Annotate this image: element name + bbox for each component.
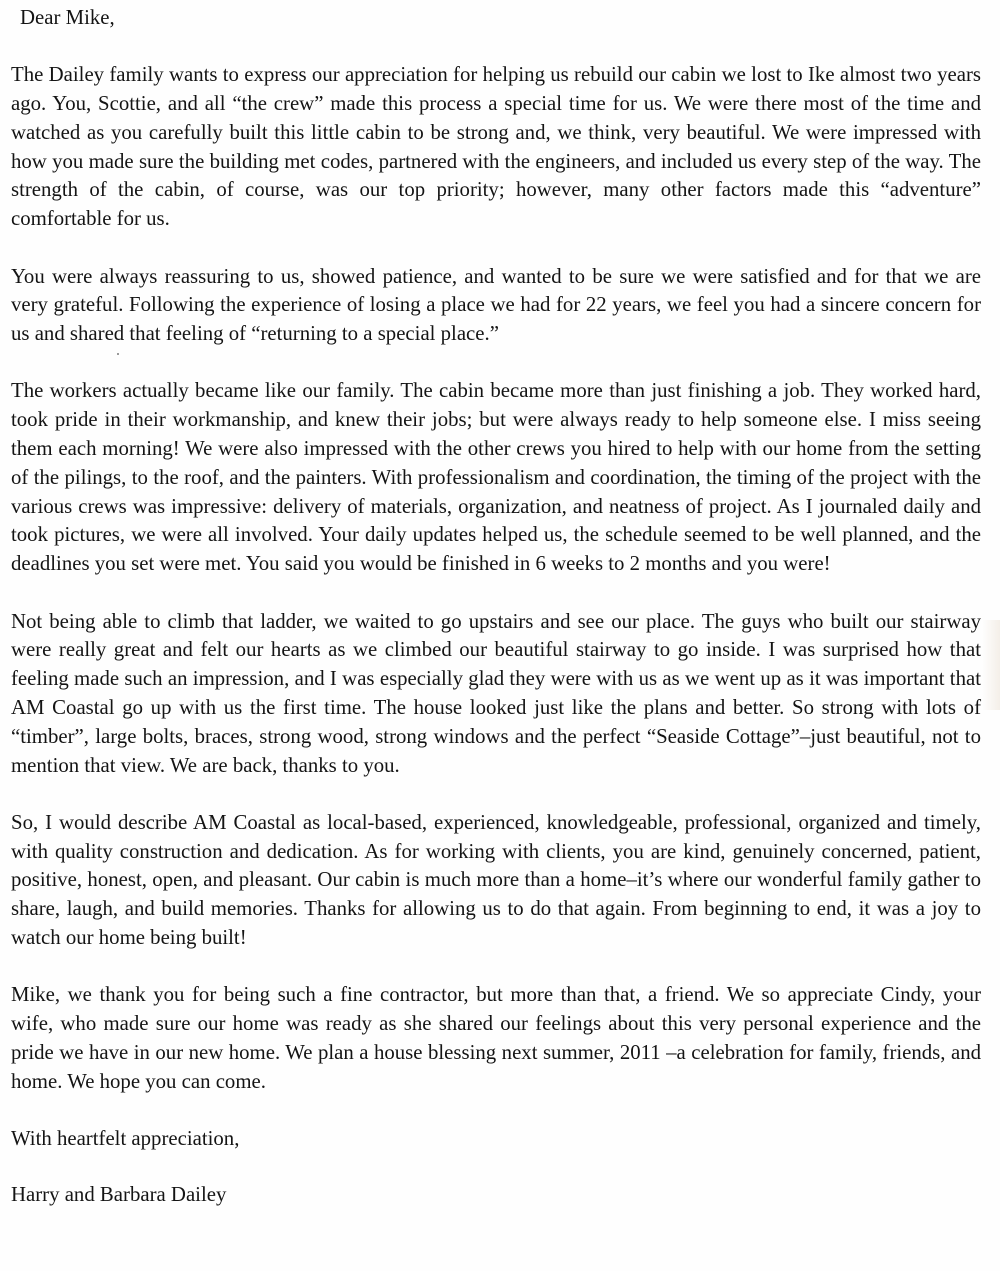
paragraph-workers: The workers actually became like our family. The cabin became more than just finishing a job. They worked hard, took pride in their workmanship, and knew their jobs; but were always ready to help someone else. I miss seeing them each morning! We were also impressed with the other crews you hired to help with our home from the setting of the pilings, to the roof, and the painters. With professionalism and coordination, the timing of the project with the various crews was impressive: delivery of materials, organization, and neatness of project. As I journaled daily and took pictures, we were all involved. Your daily updates helped us, the schedule seemed to be well planned, and the deadlines you set were met. You said you would be finished in 6 weeks to 2 months and you were!: [11, 379, 981, 576]
paragraph-appreciation: The Dailey family wants to express our appreciation for helping us rebuild our cabin we lost to Ike almost two years ago. You, Scottie, and all “the crew” made this process a special time for us. We were there most of the time and watched as you carefully built this little cabin to be strong and, we think, very beautiful. We were impressed with how you made sure the building met codes, partnered with the engineers, and included us every step of the way. The strength of the cabin, of course, was our top priority; however, many other factors made this “adventure” comfortable for us.: [11, 63, 981, 231]
paragraph-stairway: Not being able to climb that ladder, we waited to go upstairs and see our place. The guys who built our stairway were really great and felt our hearts as we climbed our beautiful stairway to go inside. I was surprised how that feeling made such an impression, and I was especially glad they were with us as we went up as it was important that AM Coastal go up with us the first time. The house looked just like the plans and better. So strong with lots of “timber”, large bolts, braces, strong wood, strong windows and the perfect “Seaside Cottage”–just beautiful, not to mention that view. We are back, thanks to you.: [11, 609, 981, 777]
closing: With heartfelt appreciation,: [11, 1127, 240, 1150]
salutation: Dear Mike,: [20, 6, 115, 29]
paragraph-description: So, I would describe AM Coastal as local-based, experienced, knowledgeable, professional, organized and timely, with quality construction and dedication. As for working with clients, you are kind, genuinely concerned, patient, positive, honest, open, and pleasant. Our cabin is much more than a home–it’s where our wonderful family gather to share, laugh, and build memories. Thanks for allowing us to do that again. From beginning to end, it was a joy to watch our home being built!: [11, 810, 981, 950]
scan-edge-shadow: [982, 620, 1000, 710]
scan-speck: [117, 353, 119, 355]
signature: Harry and Barbara Dailey: [11, 1182, 227, 1206]
letter-body: [11, 4, 981, 1210]
paragraph-reassurance: You were always reassuring to us, showed patience, and wanted to be sure we were satisfied and for that we are very grateful. Following the experience of losing a place we had for 22 years, we feel you had a sincere concern for us and shared that feeling of “returning to a special place.”: [11, 264, 981, 346]
paragraph-thanks: Mike, we thank you for being such a fine contractor, but more than that, a friend. We so appreciate Cindy, your wife, who made sure our home was ready as she shared our feelings about this very personal experience and the pride we have in our new home. We plan a house blessing next summer, 2011 –a celebration for family, friends, and home. We hope you can come.: [11, 983, 981, 1093]
